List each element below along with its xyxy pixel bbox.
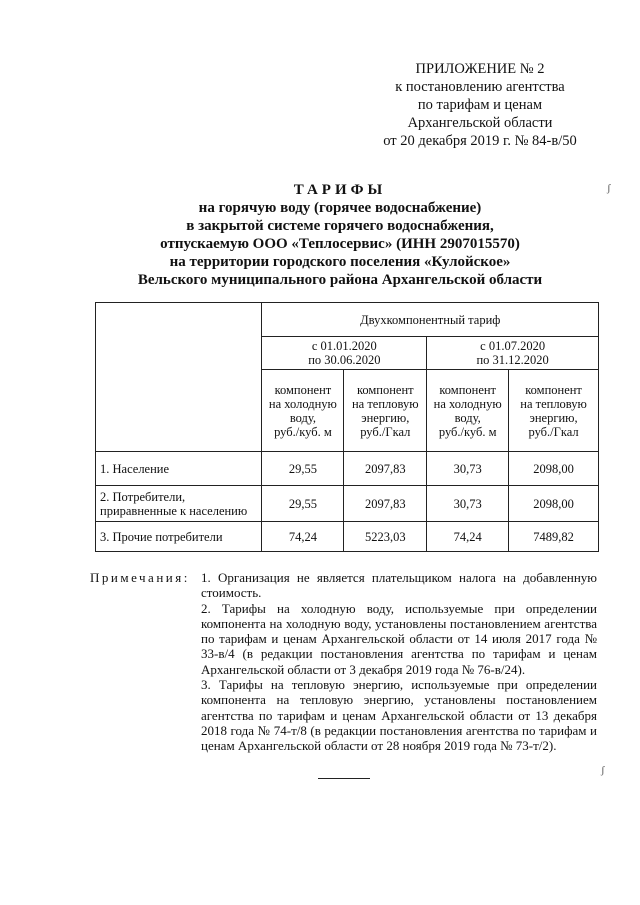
table-cell: 29,55	[262, 452, 344, 486]
title-line: на горячую воду (горячее водоснабжение)	[198, 200, 482, 216]
table-row	[96, 452, 599, 486]
scan-artifact: ʃ	[601, 764, 605, 776]
title-line: отпускаемую ООО «Теплосервис» (ИНН 2907015570)	[160, 236, 520, 252]
table-cell: 74,24	[262, 522, 344, 552]
note-item: 2. Тарифы на холодную воду, используемые при определении компонента на холодную воду, установлены постановлением агентства по тарифам и ценам Архангельской области от 14 июля 2017 года № 33-в/4 (в редакции постановления агентства по тарифам и ценам Архангельской области от 3 декабря 2019 года № 76-в/24).	[201, 600, 597, 677]
table-cell: 2098,00	[509, 452, 599, 486]
tariff-table	[95, 302, 599, 552]
table-component-header: компонент на холодную воду, руб./куб. м	[262, 370, 344, 452]
title-line: Вельского муниципального района Архангельской области	[137, 272, 543, 288]
table-cell: 30,73	[427, 452, 509, 486]
table-header-main: Двухкомпонентный тариф	[262, 303, 599, 337]
title-line: на территории городского поселения «Кулойское»	[169, 254, 511, 270]
appendix-title: ПРИЛОЖЕНИЕ № 2	[415, 61, 545, 77]
table-cell: 74,24	[427, 522, 509, 552]
end-separator	[318, 778, 370, 779]
appendix-header	[330, 60, 630, 150]
table-cell: 5223,03	[344, 522, 427, 552]
title-main: ТАРИФЫ	[293, 182, 387, 198]
row-label: 1. Население	[96, 452, 262, 486]
table-cell: 2097,83	[344, 486, 427, 522]
note-item: 1. Организация не является плательщиком налога на добавленную стоимость.	[201, 570, 597, 601]
appendix-line: Архангельской области	[407, 115, 553, 131]
document-title	[90, 181, 590, 289]
table-period-header: с 01.01.2020 по 30.06.2020	[262, 337, 427, 370]
scan-artifact: ʃ	[607, 182, 611, 194]
table-row	[96, 486, 599, 522]
table-cell: 29,55	[262, 486, 344, 522]
table-cell: 2098,00	[509, 486, 599, 522]
appendix-date: от 20 декабря 2019 г. № 84-в/50	[383, 133, 577, 149]
table-cell: 2097,83	[344, 452, 427, 486]
appendix-line: к постановлению агентства	[395, 79, 565, 95]
row-label: 3. Прочие потребители	[96, 522, 262, 552]
note-item: 3. Тарифы на тепловую энергию, используемые при определении компонента на тепловую энергию, установлены постановлением агентства по тарифам и ценам Архангельской области от 13 декабря 2018 года № 74-т/8 (в редакции постановления агентства по тарифам и ценам Архангельской области от 28 ноября 2019 года № 73-т/2).	[201, 677, 597, 754]
table-cell: 30,73	[427, 486, 509, 522]
appendix-line: по тарифам и ценам	[417, 97, 543, 113]
table-component-header: компонент на тепловую энергию, руб./Гкал	[509, 370, 599, 452]
notes-list	[201, 570, 597, 754]
notes-label: Примечания:	[90, 570, 190, 585]
table-component-header: компонент на холодную воду, руб./куб. м	[427, 370, 509, 452]
table-period-header: с 01.07.2020 по 31.12.2020	[427, 337, 599, 370]
row-label: 2. Потребители, приравненные к населению	[96, 486, 262, 522]
table-row	[96, 522, 599, 552]
table-component-header: компонент на тепловую энергию, руб./Гкал	[344, 370, 427, 452]
table-corner-cell	[96, 303, 262, 452]
title-line: в закрытой системе горячего водоснабжения,	[186, 218, 494, 234]
table-cell: 7489,82	[509, 522, 599, 552]
